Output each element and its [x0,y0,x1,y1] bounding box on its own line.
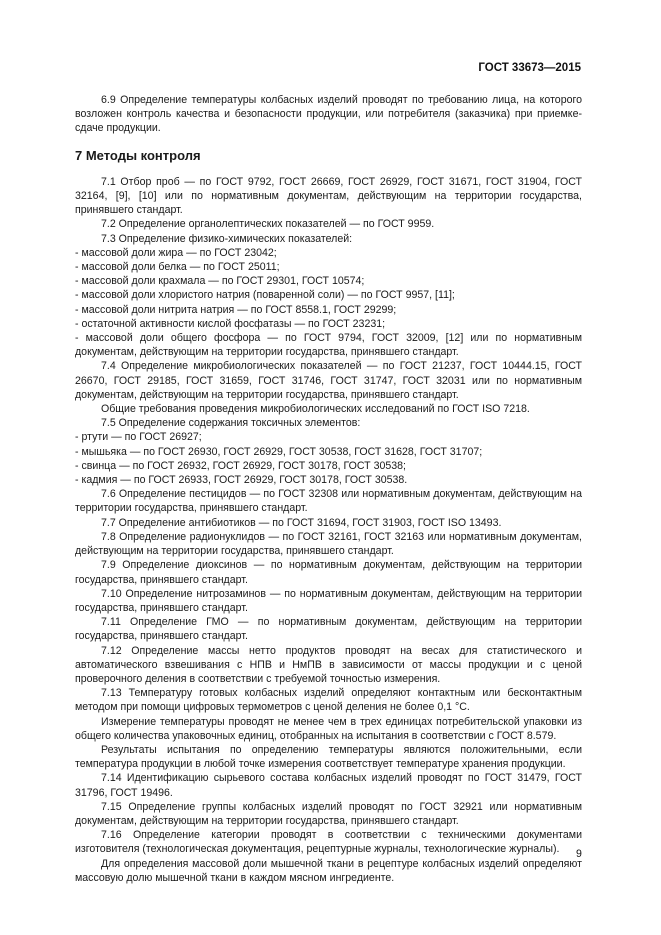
paragraph-7-4: 7.4 Определение микробиологических показателей — по ГОСТ 21237, ГОСТ 10444.15, ГОСТ 26670, ГОСТ 29185, ГОСТ 31659, ГОСТ 31746, ГОСТ 31747, ГОСТ 32031 или по нормативным документам, действующим на территории государства, принявшего стандарт. [75,360,582,401]
list-item: - свинца — по ГОСТ 26932, ГОСТ 26929, ГОСТ 30178, ГОСТ 30538; [75,459,406,472]
list-item: - массовой доли общего фосфора — по ГОСТ 9794, ГОСТ 32009, [12] или по нормативным документам, действующим на территории государства, принявшего стандарт. [75,332,582,359]
page-body [75,93,582,885]
document-code: ГОСТ 33673—2015 [478,62,581,74]
list-item: - мышьяка — по ГОСТ 26930, ГОСТ 26929, ГОСТ 30538, ГОСТ 31628, ГОСТ 31707; [75,445,483,458]
paragraph-7-13: 7.13 Температуру готовых колбасных изделий определяют контактным или бесконтактным методом при помощи цифровых термометров с ценой деления не более 0,1 °С. [75,687,582,714]
list-item: - ртути — по ГОСТ 26927; [75,431,202,444]
paragraph-7-14: 7.14 Идентификацию сырьевого состава колбасных изделий проводят по ГОСТ 31479, ГОСТ 31796, ГОСТ 19496. [75,772,582,799]
paragraph-6-9: 6.9 Определение температуры колбасных изделий проводят по требованию лица, на которого возложен контроль качества и безопасности продукции, или потребителя (заказчика) при приемке-сдаче продукции. [75,94,582,135]
list-item: - массовой доли крахмала — по ГОСТ 29301, ГОСТ 10574; [75,275,365,288]
page-number: 9 [576,848,582,860]
section-title: 7 Методы контроля [75,147,201,163]
paragraph-7-2: 7.2 Определение органолептических показателей — по ГОСТ 9959. [101,218,435,231]
list-item: - массовой доли хлористого натрия (поваренной соли) — по ГОСТ 9957, [11]; [75,289,455,302]
list-item: - массовой доли белка — по ГОСТ 25011; [75,261,280,274]
paragraph-7-3: 7.3 Определение физико-химических показателей: [101,232,353,245]
paragraph-7-1: 7.1 Отбор проб — по ГОСТ 9792, ГОСТ 26669, ГОСТ 26929, ГОСТ 31671, ГОСТ 31904, ГОСТ 32164, [9], [10] или по нормативным документам, действующим на территории государства, принявшего стандарт. [75,175,582,217]
paragraph-7-5: 7.5 Определение содержания токсичных элементов: [101,417,361,430]
paragraph-7-16-muscle: Для определения массовой доли мышечной ткани в рецептуре колбасных изделий определяют массовую долю мышечной ткани в каждом мясном ингредиенте. [75,857,582,884]
paragraph-7-13-results: Результаты испытания по определению температуры являются положительными, если температура продукции в любой точке измерения соответствует температуре хранения продукции. [75,743,582,771]
list-item: - массовой доли жира — по ГОСТ 23042; [75,246,277,259]
paragraph-7-15: 7.15 Определение группы колбасных изделий проводят по ГОСТ 32921 или нормативным документам, действующим на территории государства, принявшего стандарт. [75,800,582,827]
list-item: - остаточной активности кислой фосфатазы — по ГОСТ 23231; [75,317,386,330]
paragraph-7-4-general: Общие требования проведения микробиологических исследований по ГОСТ ISO 7218. [101,403,530,416]
paragraph-7-11: 7.11 Определение ГМО — по нормативным документам, действующим на территории государства, принявшего стандарт. [75,616,582,643]
paragraph-7-10: 7.10 Определение нитрозаминов — по нормативным документам, действующим на территории государства, принявшего стандарт. [75,587,582,614]
paragraph-7-12: 7.12 Определение массы нетто продуктов проводят на весах для статистического и автоматического взвешивания с НПВ и НмПВ в зависимости от массы продукции и с ценой проверочного деления в соответствии с требуемой точностью измерения. [75,644,582,685]
list-item: - кадмия — по ГОСТ 26933, ГОСТ 26929, ГОСТ 30178, ГОСТ 30538. [75,474,408,487]
paragraph-7-16: 7.16 Определение категории проводят в соответствии с техническими документами изготовителя (технологическая документация, рецептурные журналы, технологические журналы). [75,829,582,856]
paragraph-7-9: 7.9 Определение диоксинов — по нормативным документам, действующим на территории государства, принявшего стандарт. [75,559,582,586]
paragraph-7-6: 7.6 Определение пестицидов — по ГОСТ 32308 или нормативным документам, действующим на территории государства, принявшего стандарт. [75,488,582,515]
paragraph-7-7: 7.7 Определение антибиотиков — по ГОСТ 31694, ГОСТ 31903, ГОСТ ISO 13493. [101,516,502,529]
paragraph-7-13-measurement: Измерение температуры проводят не менее чем в трех единицах потребительской упаковки из общего количества упаковочных единиц, отобранных на испытания в соответствии с ГОСТ 8.579. [75,715,582,742]
paragraph-7-8: 7.8 Определение радионуклидов — по ГОСТ 32161, ГОСТ 32163 или нормативным документам, действующим на территории государства, принявшего стандарт. [75,530,582,558]
list-item: - массовой доли нитрита натрия — по ГОСТ 8558.1, ГОСТ 29299; [75,303,397,316]
